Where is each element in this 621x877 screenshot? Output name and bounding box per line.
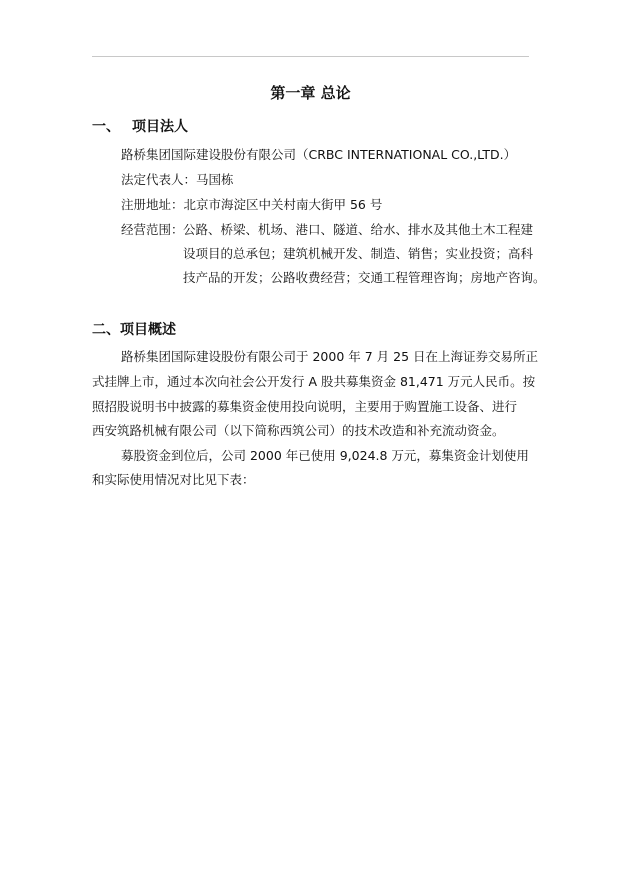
registered-address: 注册地址：北京市海淀区中关村南大街甲 56 号 xyxy=(121,197,383,212)
paragraph-line: 路桥集团国际建设股份有限公司于 2000 年 7 月 25 日在上海证券交易所正 xyxy=(121,349,539,364)
section-title: 项目法人 xyxy=(132,119,188,135)
paragraph-line: 和实际使用情况对比见下表： xyxy=(92,472,255,487)
chapter-title: 第一章 总论 xyxy=(270,84,351,102)
business-scope-line: 设项目的总承包；建筑机械开发、制造、销售；实业投资；高科 xyxy=(183,246,534,261)
section-number: 一、 xyxy=(92,119,120,135)
business-scope-line: 技产品的开发；公路收费经营；交通工程管理咨询；房地产咨询。 xyxy=(183,270,546,285)
header-rule xyxy=(92,56,529,57)
section-heading-legal-entity xyxy=(92,116,188,136)
paragraph-line: 式挂牌上市，通过本次向社会公开发行 A 股共募集资金 81,471 万元人民币。按 xyxy=(92,374,536,389)
legal-representative: 法定代表人：马国栋 xyxy=(121,172,234,187)
section-heading-project-overview: 二、项目概述 xyxy=(92,322,176,338)
company-name: 路桥集团国际建设股份有限公司（CRBC INTERNATIONAL CO.,LTD.） xyxy=(121,147,517,162)
paragraph-line: 募股资金到位后，公司 2000 年已使用 9,024.8 万元，募集资金计划使用 xyxy=(121,448,529,463)
business-scope-label: 经营范围： xyxy=(121,222,184,237)
business-scope-line: 公路、桥梁、机场、港口、隧道、给水、排水及其他土木工程建 xyxy=(183,222,534,237)
paragraph-line: 照招股说明书中披露的募集资金使用投向说明，主要用于购置施工设备、进行 xyxy=(92,399,518,414)
paragraph-line: 西安筑路机械有限公司（以下简称西筑公司）的技术改造和补充流动资金。 xyxy=(92,423,505,438)
